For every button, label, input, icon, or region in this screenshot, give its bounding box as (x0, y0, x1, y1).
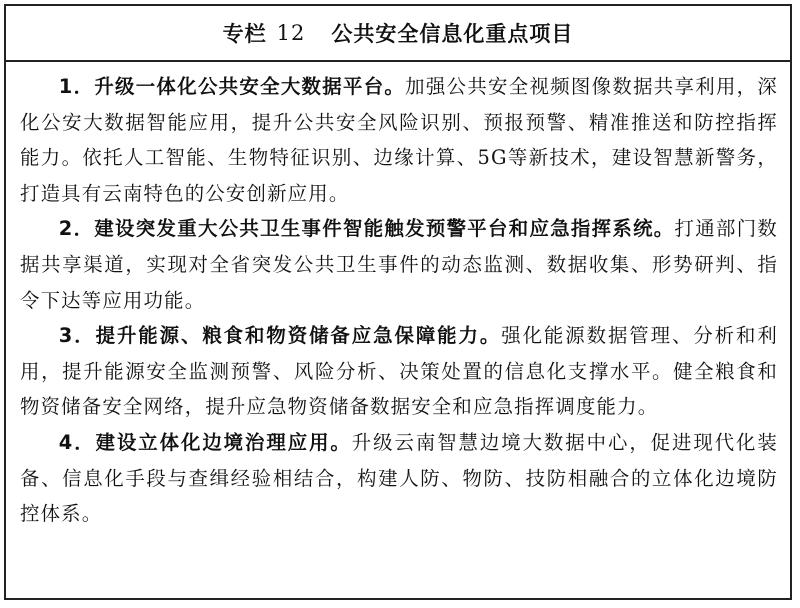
column-content (6, 62, 790, 532)
project-item-2-body: 打通部门数据共享渠道，实现对全省突发公共卫生事件的动态监测、数据收集、形势研判、指令下达等应用功能。 (20, 217, 779, 312)
project-item-3-body: 强化能源数据管理、分析和利用，提升能源安全监测预警、风险分析、决策处置的信息化支撑水平。健全粮食和物资储备安全网络，提升应急物资储备数据安全和应急指挥调度能力。 (20, 324, 778, 419)
project-item-1 (20, 69, 778, 211)
project-item-1-lead: 1．升级一体化公共安全大数据平台。 (58, 75, 406, 98)
project-item-1-body: 加强公共安全视频图像数据共享利用，深化公安大数据智能应用，提升公共安全风险识别、预报预警、精准推送和防控指挥能力。依托人工智能、生物特征识别、边缘计算、5G等新技术，建设智慧新警务，打造具有云南特色的公安创新应用。 (20, 75, 778, 205)
project-item-4-lead: 4．建设立体化边境治理应用。 (58, 430, 352, 454)
project-item-3-lead: 3．提升能源、粮食和物资储备应急保障能力。 (58, 324, 502, 348)
project-item-2-lead: 2．建设突发重大公共卫生事件智能触发预警平台和应急指挥系统。 (58, 217, 675, 241)
column-title: 公共安全信息化重点项目 (331, 22, 574, 46)
column-label: 专栏 (222, 22, 267, 46)
column-header (6, 6, 790, 62)
project-item-4-body: 升级云南智慧边境大数据中心，促进现代化装备、信息化手段与查缉经验相结合，构建人防、物防、技防相融合的立体化边境防控体系。 (20, 430, 778, 526)
project-item-4 (20, 425, 778, 532)
project-item-2 (20, 211, 778, 318)
project-item-3 (20, 318, 778, 425)
column-number: 12 (276, 21, 306, 45)
column-box (4, 4, 792, 600)
